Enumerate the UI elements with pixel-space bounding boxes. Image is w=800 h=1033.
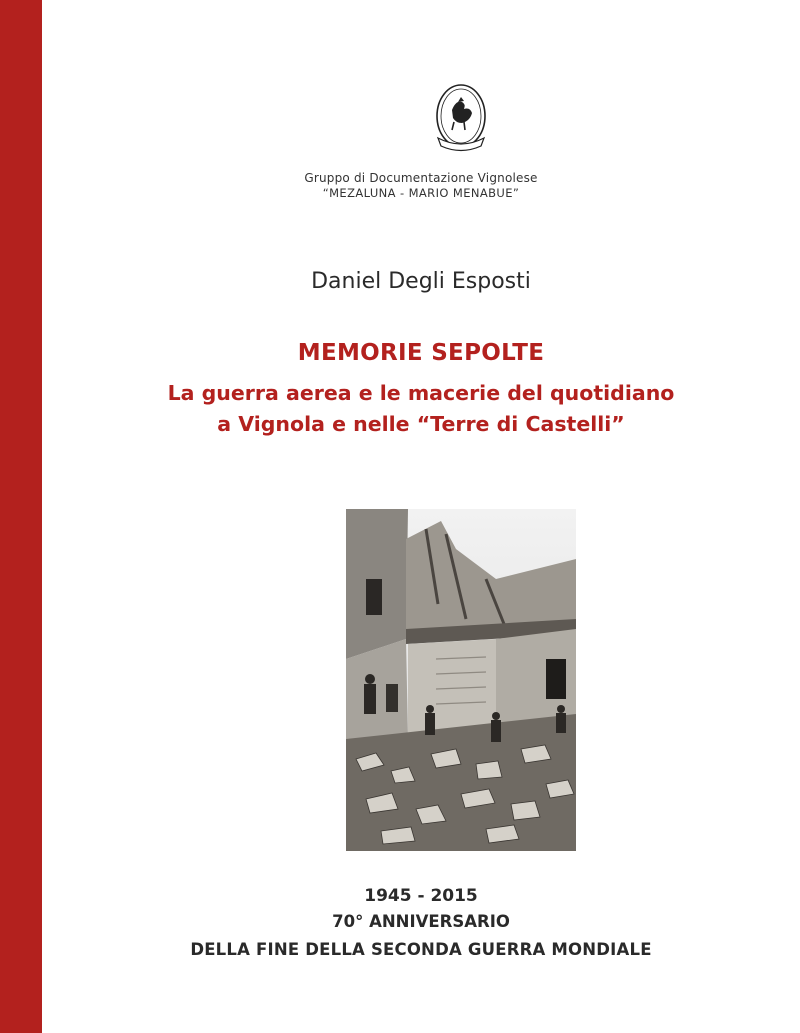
bombed-building-photo xyxy=(346,509,576,851)
subtitle-line-1: La guerra aerea e le macerie del quotidiano xyxy=(167,381,675,405)
red-spine-band xyxy=(0,0,42,1033)
author-name: Daniel Degli Esposti xyxy=(311,269,531,294)
anniversary-line: 70° ANNIVERSARIO xyxy=(332,912,510,931)
anniversary-description: DELLA FINE DELLA SECONDA GUERRA MONDIALE xyxy=(190,940,652,959)
years-range: 1945 - 2015 xyxy=(364,886,478,906)
mezaluna-logo-icon xyxy=(432,80,490,160)
group-subname: “MEZALUNA - MARIO MENABUE” xyxy=(322,186,520,200)
book-title: MEMORIE SEPOLTE xyxy=(297,340,545,366)
cover-page xyxy=(42,0,800,1033)
group-name: Gruppo di Documentazione Vignolese xyxy=(304,171,538,185)
subtitle-line-2: a Vignola e nelle “Terre di Castelli” xyxy=(217,412,625,436)
